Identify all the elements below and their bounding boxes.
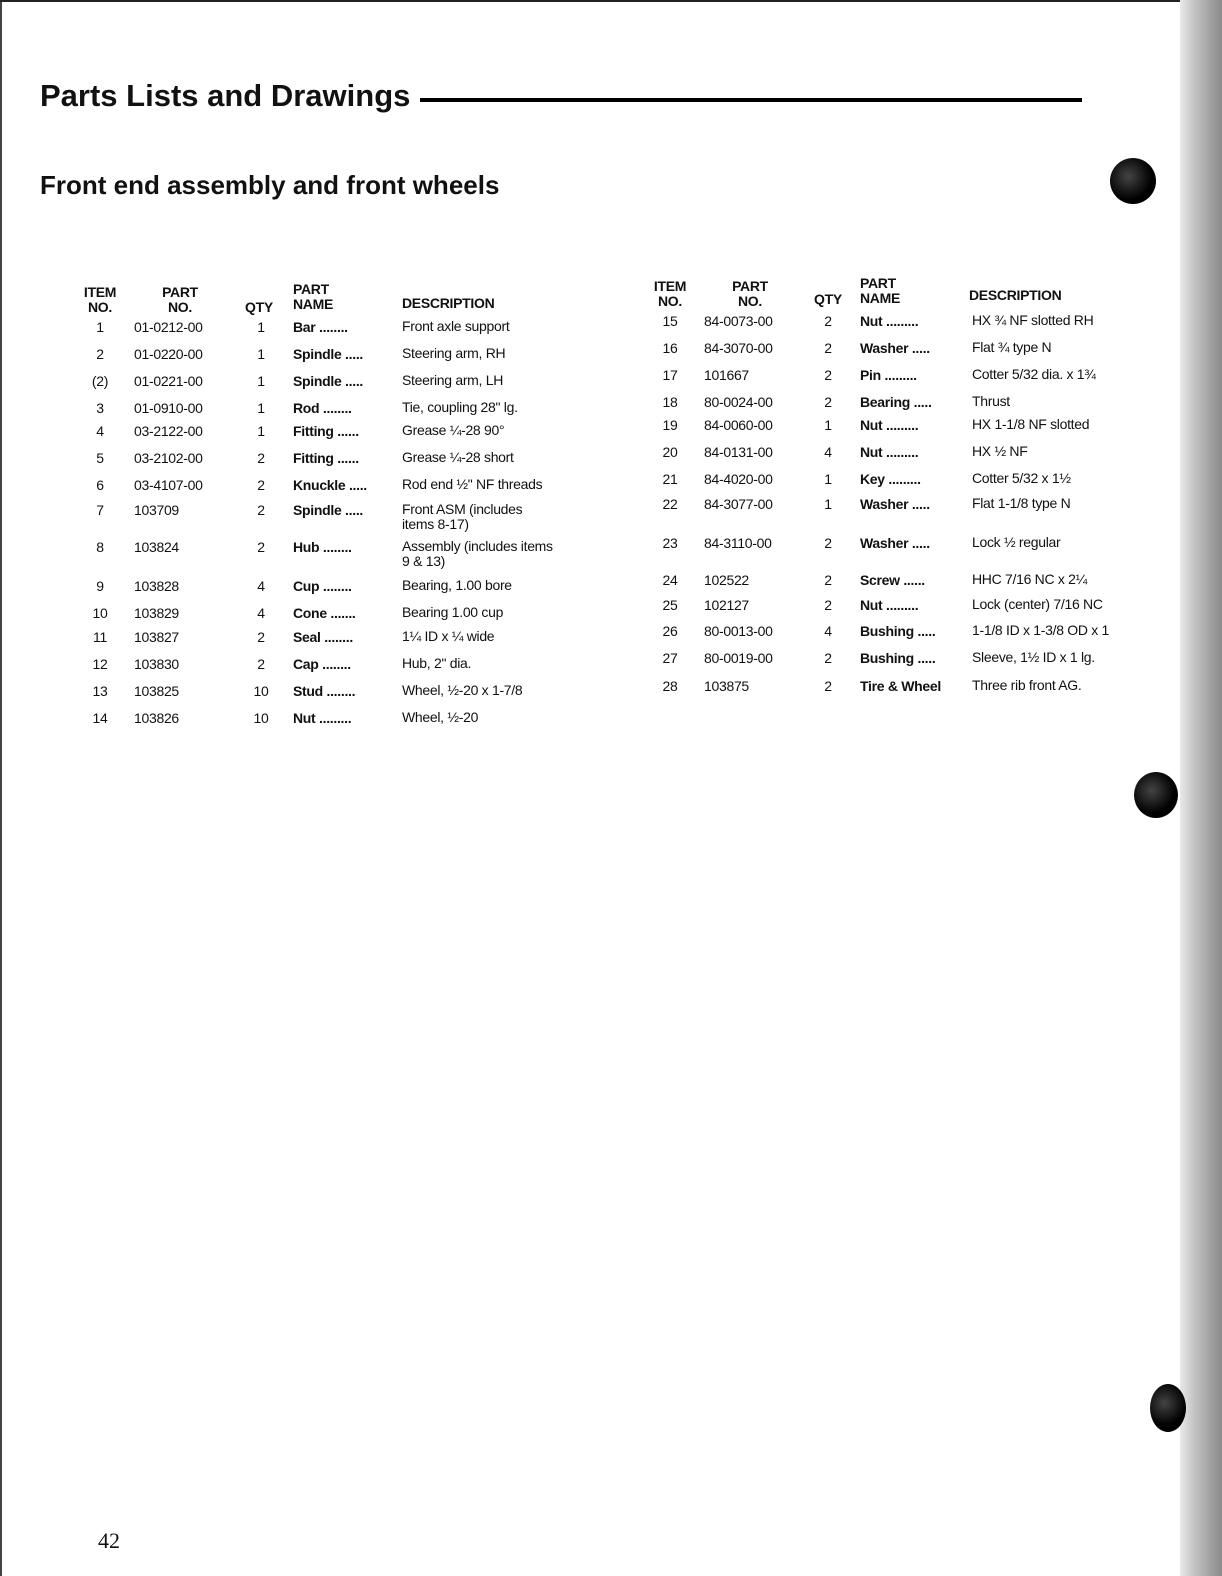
part-no: 102127 [704, 597, 749, 613]
part-name: Fitting ...... [293, 423, 359, 439]
description: Grease ¼-28 90° [402, 422, 505, 438]
part-no: 84-0060-00 [704, 417, 773, 433]
qty: 2 [257, 477, 265, 493]
header-item-no: ITEM NO. [83, 284, 117, 315]
qty: 2 [257, 629, 265, 645]
qty: 4 [257, 578, 265, 594]
qty: 2 [257, 656, 265, 672]
qty: 4 [257, 605, 265, 621]
scan-left-edge [0, 0, 2, 1576]
item-no: 17 [662, 367, 678, 383]
header-qty: QTY [814, 291, 842, 307]
part-name: Spindle ..... [293, 502, 363, 518]
part-name: Nut ......... [860, 597, 919, 613]
part-name: Screw ...... [860, 572, 925, 588]
part-no: 84-0073-00 [704, 313, 773, 329]
part-name: Knuckle ..... [293, 477, 367, 493]
part-no: 80-0013-00 [704, 623, 773, 639]
description: Grease ¼-28 short [402, 449, 514, 465]
part-no: 103875 [704, 678, 749, 694]
item-no: 1 [96, 319, 104, 335]
part-no: 103826 [134, 710, 179, 726]
page-number: 42 [98, 1528, 120, 1553]
item-no: 14 [92, 710, 108, 726]
qty: 2 [824, 394, 832, 410]
qty: 2 [824, 650, 832, 666]
item-no: 15 [662, 313, 678, 329]
qty: 1 [257, 400, 265, 416]
item-no: 11 [93, 629, 107, 645]
description: Bearing, 1.00 bore [402, 577, 512, 593]
binder-hole-bottom [1150, 1384, 1186, 1432]
part-no: 01-0221-00 [134, 373, 203, 389]
part-no: 84-0131-00 [704, 444, 773, 460]
part-no: 84-3070-00 [704, 340, 773, 356]
part-no: 84-3110-00 [704, 535, 772, 551]
item-no: 7 [96, 502, 104, 518]
part-name: Bushing ..... [860, 650, 936, 666]
part-name: Seal ........ [293, 629, 353, 645]
qty: 10 [253, 710, 269, 726]
header-item-no: ITEM NO. [653, 278, 687, 309]
part-name: Nut ......... [860, 417, 919, 433]
section-title: Front end assembly and front wheels [40, 170, 500, 200]
binder-hole-middle [1134, 772, 1178, 818]
part-no: 01-0212-00 [134, 319, 203, 335]
description: HX ¾ NF slotted RH [972, 312, 1094, 328]
part-no: 03-2122-00 [134, 423, 203, 439]
qty: 2 [257, 502, 265, 518]
part-name: Washer ..... [860, 535, 930, 551]
item-no: (2) [91, 373, 109, 389]
header-qty: QTY [245, 299, 273, 315]
part-name: Cone ....... [293, 605, 356, 621]
description: 1¼ ID x ¼ wide [402, 628, 495, 644]
item-no: 21 [662, 471, 678, 487]
description: Bearing 1.00 cup [402, 604, 504, 620]
qty: 2 [824, 535, 832, 551]
item-no: 19 [662, 417, 678, 433]
description: HX ½ NF [972, 443, 1028, 459]
description: HHC 7/16 NC x 2¼ [972, 571, 1088, 587]
part-no: 103827 [134, 629, 179, 645]
item-no: 20 [662, 444, 678, 460]
item-no: 3 [96, 400, 104, 416]
part-name: Washer ..... [860, 496, 930, 512]
item-no: 9 [96, 578, 104, 594]
item-no: 16 [662, 340, 678, 356]
part-no: 103825 [134, 683, 179, 699]
qty: 4 [824, 444, 832, 460]
item-no: 10 [92, 605, 108, 621]
part-no: 102522 [704, 572, 749, 588]
qty: 2 [824, 340, 832, 356]
qty: 1 [257, 319, 265, 335]
part-name: Nut ......... [860, 313, 919, 329]
description: Tie, coupling 28" lg. [402, 399, 518, 415]
part-no: 84-3077-00 [704, 496, 773, 512]
description: Front axle support [402, 318, 510, 334]
part-no: 80-0024-00 [704, 394, 773, 410]
part-name: Tire & Wheel [860, 678, 941, 694]
item-no: 5 [96, 450, 104, 466]
item-no: 4 [96, 423, 104, 439]
qty: 10 [253, 683, 269, 699]
binder-hole-top [1110, 158, 1156, 204]
part-name: Rod ........ [293, 400, 352, 416]
part-name: Bar ........ [293, 319, 348, 335]
item-no: 2 [96, 346, 104, 362]
qty: 1 [824, 417, 832, 433]
description: 1-1/8 ID x 1-3/8 OD x 1 [972, 622, 1110, 638]
qty: 2 [824, 572, 832, 588]
item-no: 23 [662, 535, 678, 551]
item-no: 27 [662, 650, 678, 666]
part-name: Hub ........ [293, 539, 352, 555]
header-part-no: PART NO. [732, 278, 768, 309]
qty: 1 [257, 346, 265, 362]
item-no: 18 [662, 394, 678, 410]
part-no: 80-0019-00 [704, 650, 773, 666]
description: Lock (center) 7/16 NC [972, 596, 1103, 612]
item-no: 12 [92, 656, 108, 672]
header-part-no: PART NO. [162, 284, 198, 315]
part-name: Bushing ..... [860, 623, 936, 639]
description: Rod end ½" NF threads [402, 476, 543, 492]
description: Three rib front AG. [972, 677, 1082, 693]
item-no: 28 [662, 678, 678, 694]
part-name: Nut ......... [860, 444, 919, 460]
description: Wheel, ½-20 x 1-7/8 [402, 682, 523, 698]
header-description: DESCRIPTION [969, 287, 1062, 303]
part-name: Cap ........ [293, 656, 351, 672]
qty: 2 [824, 597, 832, 613]
description: Hub, 2" dia. [402, 655, 472, 671]
description: Cotter 5/32 x 1½ [972, 470, 1071, 486]
part-no: 03-2102-00 [134, 450, 203, 466]
part-no: 84-4020-00 [704, 471, 773, 487]
header-part-name: PART NAME [293, 281, 334, 312]
description: Flat ¾ type N [972, 339, 1052, 355]
description: Flat 1-1/8 type N [972, 495, 1071, 511]
description: Sleeve, 1½ ID x 1 lg. [972, 649, 1095, 665]
description: Steering arm, LH [402, 372, 504, 388]
item-no: 26 [662, 623, 678, 639]
qty: 2 [824, 367, 832, 383]
part-name: Stud ........ [293, 683, 356, 699]
item-no: 13 [92, 683, 108, 699]
item-no: 8 [96, 539, 104, 555]
part-no: 101667 [704, 367, 749, 383]
part-name: Cup ........ [293, 578, 352, 594]
part-name: Key ......... [860, 471, 921, 487]
part-no: 01-0220-00 [134, 346, 203, 362]
qty: 1 [824, 471, 832, 487]
part-no: 103828 [134, 578, 179, 594]
part-name: Pin ......... [860, 367, 917, 383]
item-no: 22 [662, 496, 678, 512]
description: Cotter 5/32 dia. x 1¾ [972, 366, 1096, 382]
description: Front ASM (includes items 8-17) [402, 501, 523, 532]
qty: 2 [824, 313, 832, 329]
item-no: 6 [96, 477, 104, 493]
part-name: Bearing ..... [860, 394, 932, 410]
description: Lock ½ regular [972, 534, 1061, 550]
header-part-name: PART NAME [860, 275, 901, 306]
page-title: Parts Lists and Drawings [40, 78, 411, 113]
part-name: Nut ......... [293, 710, 352, 726]
part-name: Spindle ..... [293, 373, 363, 389]
qty: 2 [824, 678, 832, 694]
scan-top-edge [0, 0, 1180, 2]
header-description: DESCRIPTION [402, 295, 495, 311]
qty: 4 [824, 623, 832, 639]
part-name: Spindle ..... [293, 346, 363, 362]
part-no: 103824 [134, 539, 179, 555]
part-name: Fitting ...... [293, 450, 359, 466]
description: Steering arm, RH [402, 345, 506, 361]
qty: 1 [257, 423, 265, 439]
description: HX 1-1/8 NF slotted [972, 416, 1090, 432]
part-no: 103829 [134, 605, 179, 621]
qty: 2 [257, 539, 265, 555]
item-no: 24 [662, 572, 678, 588]
qty: 2 [257, 450, 265, 466]
part-no: 103709 [134, 502, 179, 518]
description: Assembly (includes items 9 & 13) [402, 538, 553, 569]
description: Wheel, ½-20 [402, 709, 479, 725]
part-no: 03-4107-00 [134, 477, 203, 493]
qty: 1 [257, 373, 265, 389]
part-no: 01-0910-00 [134, 400, 203, 416]
part-name: Washer ..... [860, 340, 930, 356]
item-no: 25 [662, 597, 678, 613]
title-rule [420, 98, 1082, 102]
scan-right-edge [1180, 0, 1222, 1576]
qty: 1 [824, 496, 832, 512]
description: Thrust [972, 393, 1010, 409]
part-no: 103830 [134, 656, 179, 672]
